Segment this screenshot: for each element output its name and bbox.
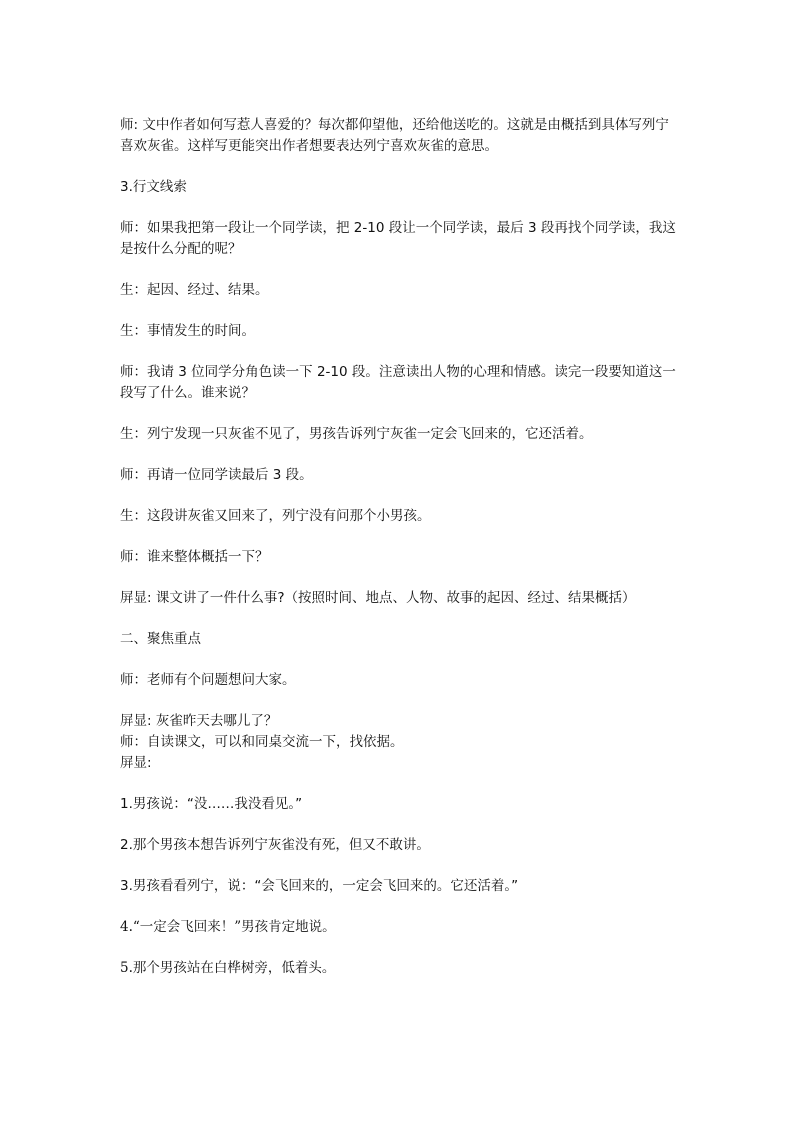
paragraph: 屏显: — [120, 755, 152, 771]
paragraph: 师：再请一位同学读最后 3 段。 — [120, 467, 313, 483]
paragraph: 师：老师有个问题想问大家。 — [120, 672, 296, 688]
paragraph: 生：列宁发现一只灰雀不见了，男孩告诉列宁灰雀一定会飞回来的，它还活着。 — [120, 426, 593, 442]
list-item: 2.那个男孩本想告诉列宁灰雀没有死，但又不敢讲。 — [120, 837, 430, 853]
paragraph: 师：如果我把第一段让一个同学读，把 2-10 段让一个同学读，最后 3 段再找个同学读，我这是按什么分配的呢？ — [120, 220, 676, 257]
paragraph: 屏显: 灰雀昨天去哪儿了？ — [120, 713, 278, 729]
list-item: 1.男孩说：“没……我没看见。” — [120, 796, 303, 812]
paragraph: 师：我请 3 位同学分角色读一下 2-10 段。注意读出人物的心理和情感。读完一段要知道这一段写了什么。谁来说？ — [120, 364, 676, 401]
paragraph: 生：起因、经过、结果。 — [120, 282, 269, 298]
list-item: 3.男孩看看列宁，说：“会飞回来的，一定会飞回来的。它还活着。” — [120, 878, 519, 894]
list-item: 4.“一定会飞回来！”男孩肯定地说。 — [120, 919, 336, 935]
section-heading: 二、聚焦重点 — [120, 631, 201, 647]
list-item: 5.那个男孩站在白桦树旁，低着头。 — [120, 960, 336, 976]
paragraph: 师：谁来整体概括一下？ — [120, 549, 269, 565]
paragraph: 屏显: 课文讲了一件什么事?（按照时间、地点、人物、故事的起因、经过、结果概括） — [120, 590, 636, 606]
section-heading: 3.行文线索 — [120, 179, 187, 195]
document-body — [120, 115, 680, 999]
paragraph: 师：自读课文，可以和同桌交流一下，找依据。 — [120, 734, 404, 750]
paragraph: 生：这段讲灰雀又回来了，列宁没有问那个小男孩。 — [120, 508, 431, 524]
paragraph: 生：事情发生的时间。 — [120, 323, 255, 339]
paragraph: 师: 文中作者如何写惹人喜爱的？每次都仰望他，还给他送吃的。这就是由概括到具体写列宁喜欢灰雀。这样写更能突出作者想要表达列宁喜欢灰雀的意思。 — [120, 117, 669, 154]
